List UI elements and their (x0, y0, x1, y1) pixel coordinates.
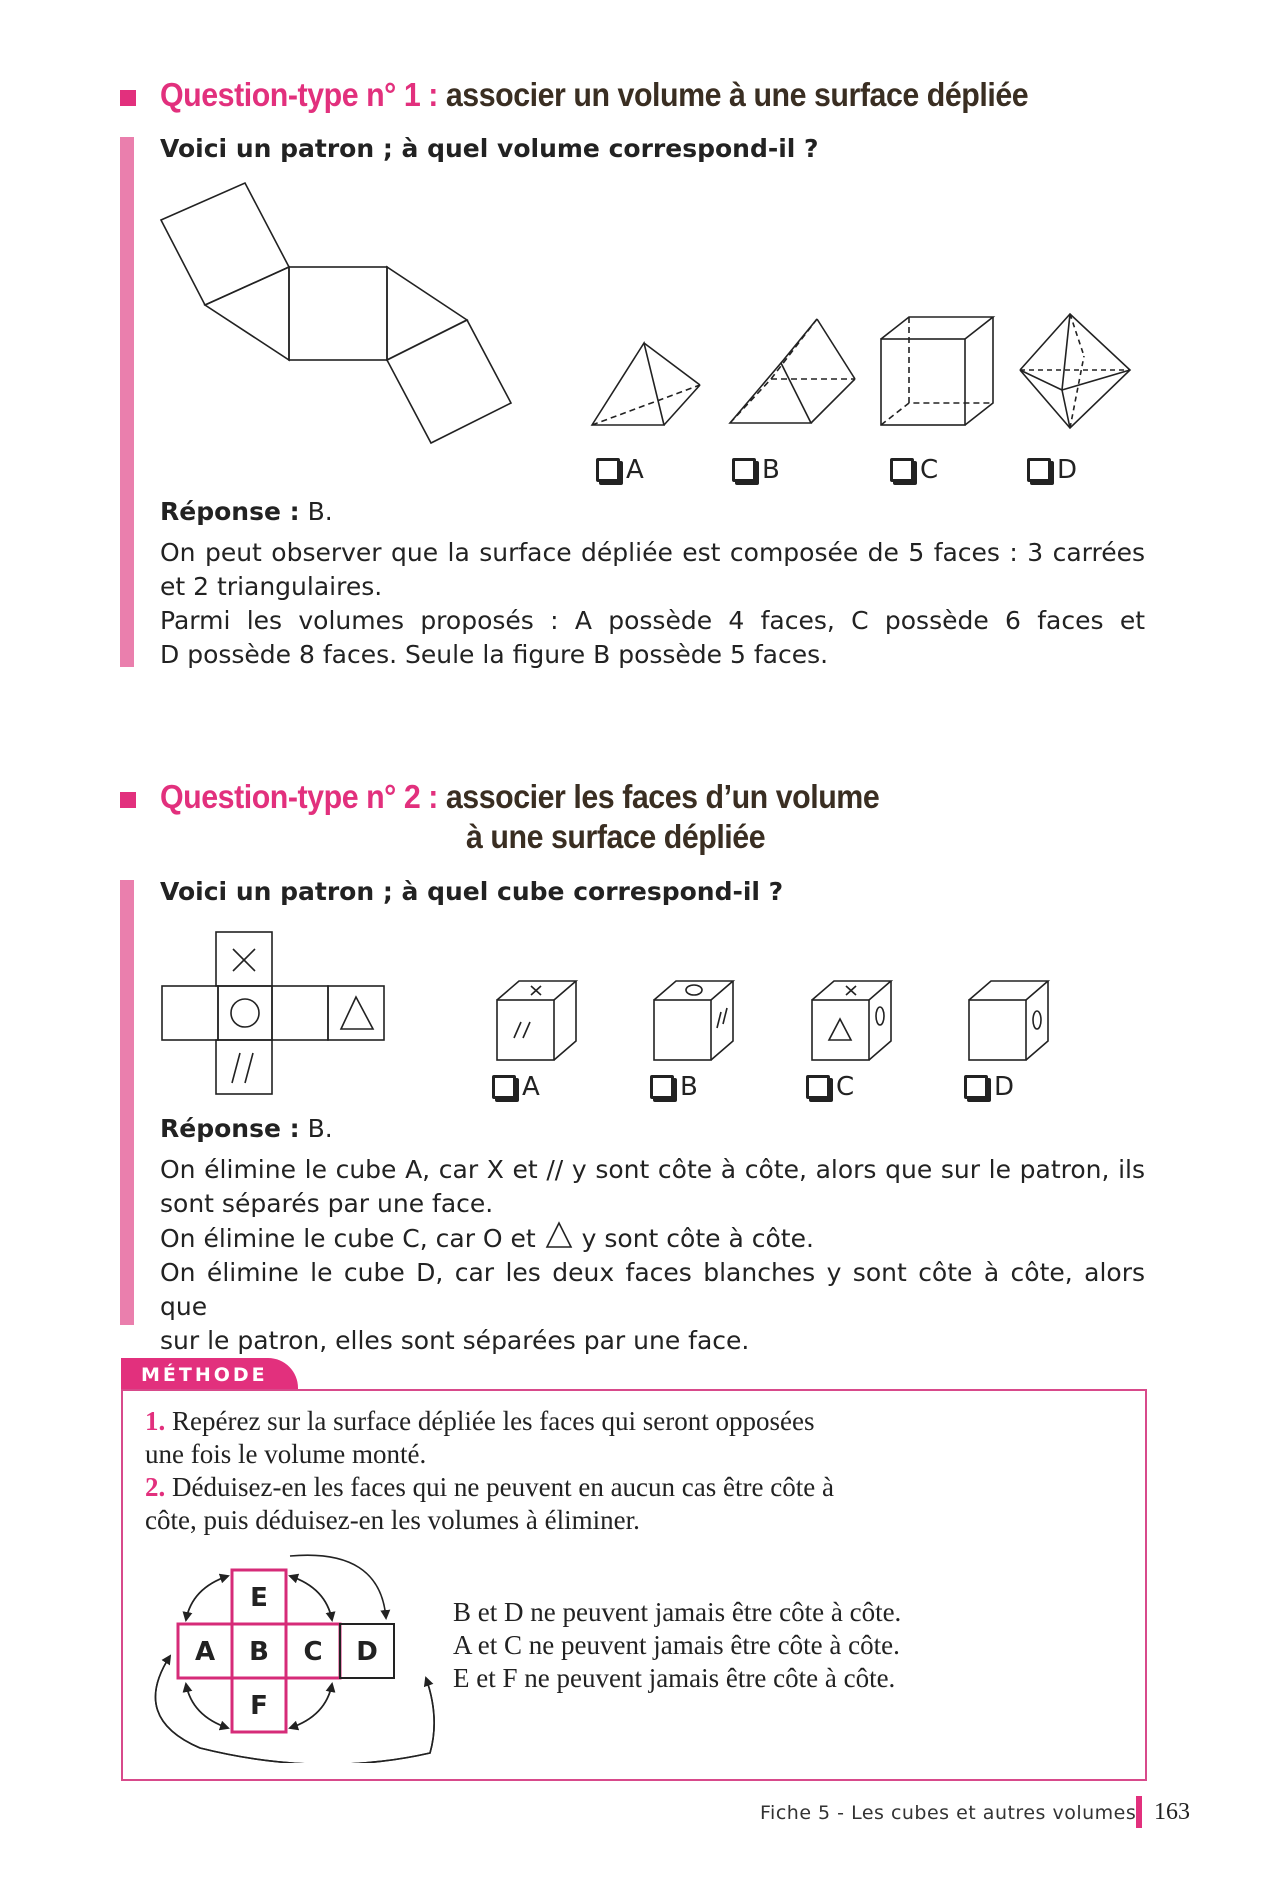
triangle-symbol-icon (544, 1221, 574, 1249)
net-triangle-left (205, 267, 289, 360)
q2-answer-label: Réponse : (160, 1114, 300, 1143)
q1-prompt: Voici un patron ; à quel volume correspond-il ? (160, 134, 819, 163)
q2-cube-a (494, 978, 580, 1064)
q2-expl-line: sont séparés par une face. (160, 1189, 494, 1218)
footer-chapter: Fiche 5 - Les cubes et autres volumes (760, 1802, 1137, 1824)
methode-step-2: 2. Déduisez-en les faces qui ne peuvent en aucun cas être côte à (145, 1472, 834, 1502)
checkbox-icon[interactable] (732, 458, 756, 482)
q1-option-b[interactable]: B (732, 455, 780, 485)
checkbox-icon[interactable] (492, 1075, 516, 1099)
net-square-bottom (387, 320, 511, 443)
face-b: B (249, 1637, 269, 1667)
q2-side-bar (120, 880, 134, 1325)
face-e: E (250, 1583, 268, 1613)
q2-title-line2: à une surface dépliée (466, 818, 766, 855)
q1-heading (160, 76, 1028, 114)
q2-answer-value: B. (299, 1114, 333, 1143)
q1-answer-value: B. (299, 497, 333, 526)
checkbox-icon[interactable] (806, 1075, 830, 1099)
checkbox-icon[interactable] (1027, 458, 1051, 482)
methode-step-1-cont: une fois le volume monté. (145, 1439, 427, 1469)
q2-label: Question-type n° 2 : (160, 778, 438, 815)
circle-mark-icon (231, 999, 259, 1027)
footer-divider (1136, 1796, 1142, 1828)
methode-step-2-cont: côte, puis déduisez-en les volumes à éliminer. (145, 1505, 640, 1535)
q2-explanation (160, 1153, 1145, 1358)
q2-cube-b (651, 978, 737, 1064)
q2-prompt: Voici un patron ; à quel cube correspond-il ? (160, 877, 784, 906)
methode-tab: MÉTHODE (121, 1358, 298, 1390)
q1-side-bar (120, 137, 134, 667)
section-bullet (120, 90, 136, 106)
page-number: 163 (1154, 1799, 1190, 1825)
checkbox-icon[interactable] (964, 1075, 988, 1099)
q2-option-d[interactable]: D (964, 1072, 1014, 1102)
methode-steps (145, 1405, 1135, 1537)
q2-cube-d (966, 978, 1052, 1064)
q1-expl-line: On peut observer que la surface dépliée est composée de 5 faces : 3 carrées (160, 538, 1145, 567)
q2-expl-line: sur le patron, elles sont séparées par une face. (160, 1326, 750, 1355)
q1-solid-d (1012, 310, 1137, 435)
methode-step-1: 1. Repérez sur la surface dépliée les faces qui seront opposées (145, 1406, 815, 1436)
checkbox-icon[interactable] (596, 458, 620, 482)
face-a: A (194, 1637, 216, 1667)
q1-option-d[interactable]: D (1027, 455, 1077, 485)
q2-net-figure (160, 928, 386, 1098)
q2-option-a[interactable]: A (492, 1072, 540, 1102)
slash-mark-icon (232, 1053, 240, 1083)
q1-expl-line: et 2 triangulaires. (160, 572, 383, 601)
q1-explanation (160, 536, 1145, 672)
q1-answer (160, 495, 333, 529)
q1-net-figure (155, 175, 525, 460)
face-c: C (303, 1637, 323, 1667)
checkbox-icon[interactable] (650, 1075, 674, 1099)
net-square-center (289, 267, 387, 360)
q1-label: Question-type n° 1 : (160, 76, 438, 113)
methode-rules (453, 1596, 901, 1695)
q2-expl-line: On élimine le cube C, car O et y sont côte à côte. (160, 1221, 1145, 1256)
q2-expl-line: On élimine le cube A, car X et // y sont côte à côte, alors que sur le patron, ils (160, 1155, 1145, 1184)
checkbox-icon[interactable] (890, 458, 914, 482)
q1-option-a[interactable]: A (596, 455, 644, 485)
q1-expl-line: D possède 8 faces. Seule la figure B possède 5 faces. (160, 640, 829, 669)
q1-solid-c (877, 313, 997, 433)
q2-answer (160, 1112, 333, 1146)
face-d: D (356, 1637, 378, 1667)
q2-option-b[interactable]: B (650, 1072, 698, 1102)
methode-rule: B et D ne peuvent jamais être côte à côte. (453, 1597, 902, 1627)
q1-title: associer un volume à une surface dépliée (445, 76, 1029, 113)
methode-diagram (140, 1548, 440, 1763)
section-bullet (120, 792, 136, 808)
q2-cube-c (809, 978, 895, 1064)
net-square-top (161, 183, 289, 305)
q2-heading (160, 778, 879, 816)
q2-option-c[interactable]: C (806, 1072, 854, 1102)
q1-solid-b (725, 315, 860, 435)
methode-rule: A et C ne peuvent jamais être côte à côte. (453, 1630, 900, 1660)
q1-solid-a (588, 335, 708, 435)
methode-rule: E et F ne peuvent jamais être côte à côte. (453, 1663, 896, 1693)
q1-expl-line: Parmi les volumes proposés : A possède 4 faces, C possède 6 faces et (160, 606, 1145, 635)
q1-option-c[interactable]: C (890, 455, 938, 485)
q2-expl-line: On élimine le cube D, car les deux faces blanches y sont côte à côte, alors que (160, 1258, 1145, 1321)
net-triangle-right (387, 267, 467, 360)
q2-title-line1: associer les faces d’un volume (445, 778, 880, 815)
triangle-mark-icon (341, 997, 373, 1029)
q1-answer-label: Réponse : (160, 497, 300, 526)
face-f: F (250, 1691, 268, 1721)
